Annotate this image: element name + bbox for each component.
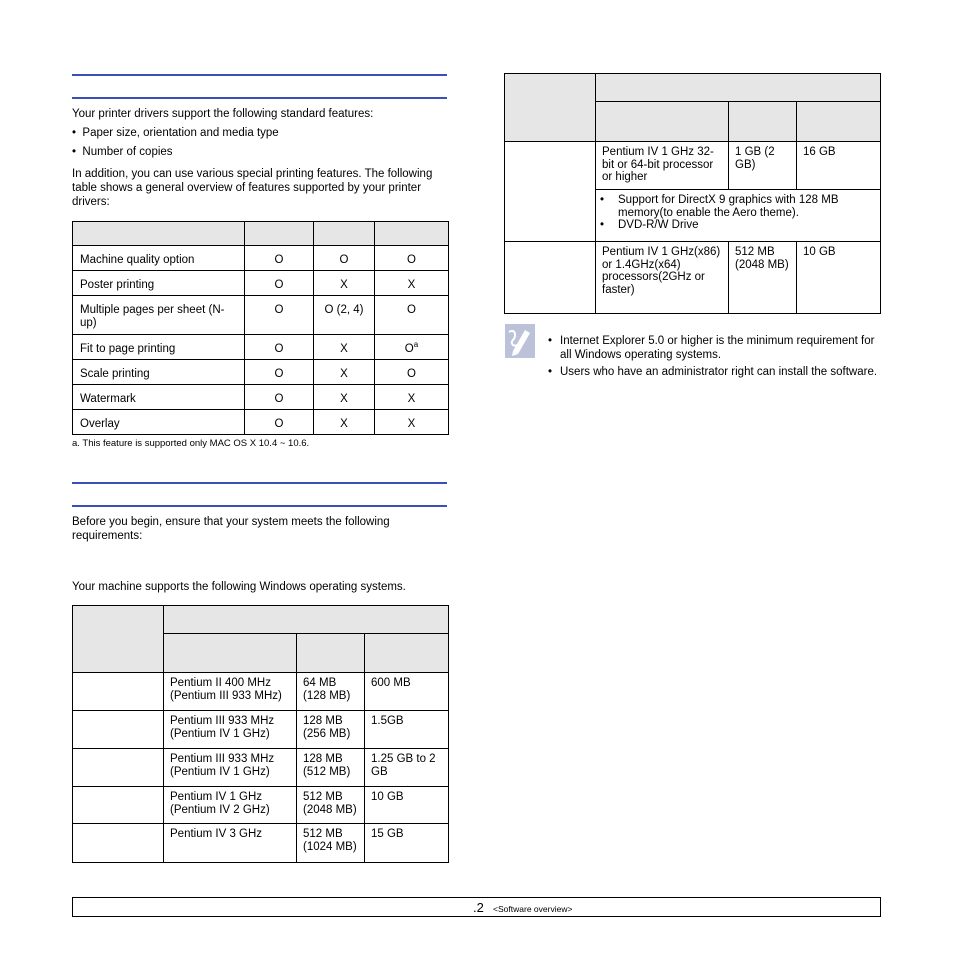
table-row [505, 142, 881, 190]
feature-value: O [375, 360, 449, 385]
disk-cell: 1.5GB [365, 711, 449, 749]
table-row [73, 360, 449, 385]
feature-value: O [245, 410, 314, 435]
table-header-row [505, 74, 881, 102]
table-row [73, 749, 449, 787]
disk-header-cell [365, 634, 449, 673]
feature-value: X [375, 410, 449, 435]
requirement-header-cell [596, 74, 881, 102]
table-row [73, 246, 449, 271]
feature-value: X [314, 360, 375, 385]
features-header-cell [375, 222, 449, 246]
extra-requirements-cell [596, 190, 881, 242]
note-text: Internet Explorer 5.0 or higher is the minimum requirement for all Windows operating systems. [560, 335, 875, 361]
feature-value: X [375, 271, 449, 296]
intro-bullet-2: • Number of copies [72, 146, 173, 158]
intro-more-text: In addition, you can use various special printing features. The following table shows a general overview of features supported by your printer drivers: [72, 168, 433, 208]
disk-header-cell [797, 102, 881, 142]
os-cell [73, 711, 164, 749]
table-row [73, 673, 449, 711]
ram-cell: 512 MB (1024 MB) [297, 824, 365, 863]
cpu-header-cell [164, 634, 297, 673]
feature-value: O [245, 296, 314, 335]
extra-requirement-text: Support for DirectX 9 graphics with 128 MB memory(to enable the Aero theme). [618, 194, 839, 219]
features-header-cell [245, 222, 314, 246]
cpu-header-cell [596, 102, 729, 142]
cpu-cell: Pentium III 933 MHz (Pentium IV 1 GHz) [164, 749, 297, 787]
disk-cell: 10 GB [797, 242, 881, 314]
feature-value: O [245, 360, 314, 385]
feature-value: X [314, 385, 375, 410]
features-header-cell [314, 222, 375, 246]
page-number: .2 [473, 900, 484, 915]
feature-value: X [314, 410, 375, 435]
disk-cell: 15 GB [365, 824, 449, 863]
os-cell [73, 824, 164, 863]
note-list [548, 335, 880, 383]
windows-requirements-table-continued [504, 73, 881, 314]
ram-cell: 128 MB (512 MB) [297, 749, 365, 787]
cpu-cell: Pentium IV 1 GHz 32-bit or 64-bit processor or higher [596, 142, 729, 190]
cpu-cell: Pentium IV 1 GHz(x86) or 1.4GHz(x64) processors(2GHz or faster) [596, 242, 729, 314]
table-row [73, 335, 449, 360]
note-icon [505, 324, 535, 358]
os-cell [505, 242, 596, 314]
features-header-cell [73, 222, 245, 246]
requirements-text: Before you begin, ensure that your system meets the following requirements: [72, 516, 390, 542]
ram-cell: 512 MB (2048 MB) [297, 787, 365, 824]
ram-header-cell [729, 102, 797, 142]
ram-cell: 512 MB (2048 MB) [729, 242, 797, 314]
feature-value-text: O [404, 343, 414, 355]
feature-name: Watermark [73, 385, 245, 410]
os-cell [73, 749, 164, 787]
disk-cell: 1.25 GB to 2 GB [365, 749, 449, 787]
os-cell [73, 673, 164, 711]
feature-value: O [314, 246, 375, 271]
cpu-cell: Pentium II 400 MHz (Pentium III 933 MHz) [164, 673, 297, 711]
os-cell [505, 142, 596, 242]
requirement-header-cell [164, 606, 449, 634]
feature-value: O [375, 246, 449, 271]
disk-cell: 600 MB [365, 673, 449, 711]
os-header-cell [73, 606, 164, 673]
ram-cell: 128 MB (256 MB) [297, 711, 365, 749]
feature-value: O [245, 385, 314, 410]
section-rule-top-2 [72, 97, 447, 99]
windows-support-text: Your machine supports the following Windows operating systems. [72, 581, 406, 593]
table-row [73, 824, 449, 863]
feature-value: O [245, 271, 314, 296]
footnote-marker: a [413, 340, 419, 350]
section-rule-mid-1 [72, 482, 447, 484]
feature-name: Machine quality option [73, 246, 245, 271]
table-row [73, 787, 449, 824]
cpu-cell: Pentium III 933 MHz (Pentium IV 1 GHz) [164, 711, 297, 749]
table-row [505, 242, 881, 314]
section-rule-mid-2 [72, 505, 447, 507]
note-text: Users who have an administrator right can install the software. [560, 366, 878, 378]
feature-value [375, 335, 449, 360]
features-header-row [73, 222, 449, 246]
extra-requirement-item: • DVD-R/W Drive [600, 219, 699, 231]
ram-cell: 1 GB (2 GB) [729, 142, 797, 190]
feature-value: O (2, 4) [314, 296, 375, 335]
table-row [73, 271, 449, 296]
feature-value: X [314, 271, 375, 296]
cpu-cell: Pentium IV 3 GHz [164, 824, 297, 863]
ram-cell: 64 MB (128 MB) [297, 673, 365, 711]
features-footnote: a. This feature is supported only MAC OS X 10.4 ~ 10.6. [72, 438, 310, 449]
cpu-cell: Pentium IV 1 GHz (Pentium IV 2 GHz) [164, 787, 297, 824]
list-item: • Users who have an administrator right can install the software. [548, 366, 878, 378]
extra-requirement-item: • Support for DirectX 9 graphics with 128 MB memory(to enable the Aero theme). [600, 194, 874, 219]
extra-requirement-text: DVD-R/W Drive [618, 219, 699, 231]
page-footer [72, 897, 881, 917]
list-item: • Internet Explorer 5.0 or higher is the minimum requirement for all Windows operating systems. [548, 335, 875, 361]
table-row [73, 296, 449, 335]
feature-value: O [245, 335, 314, 360]
feature-value: X [314, 335, 375, 360]
section-name: <Software overview> [493, 904, 573, 914]
disk-cell: 10 GB [365, 787, 449, 824]
windows-requirements-table [72, 605, 449, 863]
feature-name: Scale printing [73, 360, 245, 385]
feature-value: X [375, 385, 449, 410]
os-header-cell [505, 74, 596, 142]
feature-name: Multiple pages per sheet (N-up) [73, 296, 245, 335]
feature-name: Overlay [73, 410, 245, 435]
feature-name: Poster printing [73, 271, 245, 296]
intro-bullet-1: • Paper size, orientation and media type [72, 127, 279, 139]
table-header-row [73, 606, 449, 634]
table-row [73, 385, 449, 410]
features-table [72, 221, 449, 435]
feature-value: O [245, 246, 314, 271]
feature-value: O [375, 296, 449, 335]
ram-header-cell [297, 634, 365, 673]
section-rule-top-1 [72, 74, 447, 76]
intro-text: Your printer drivers support the following standard features: [72, 108, 374, 120]
footer-content [473, 900, 572, 915]
os-cell [73, 787, 164, 824]
feature-name: Fit to page printing [73, 335, 245, 360]
table-row [73, 711, 449, 749]
disk-cell: 16 GB [797, 142, 881, 190]
table-row [73, 410, 449, 435]
